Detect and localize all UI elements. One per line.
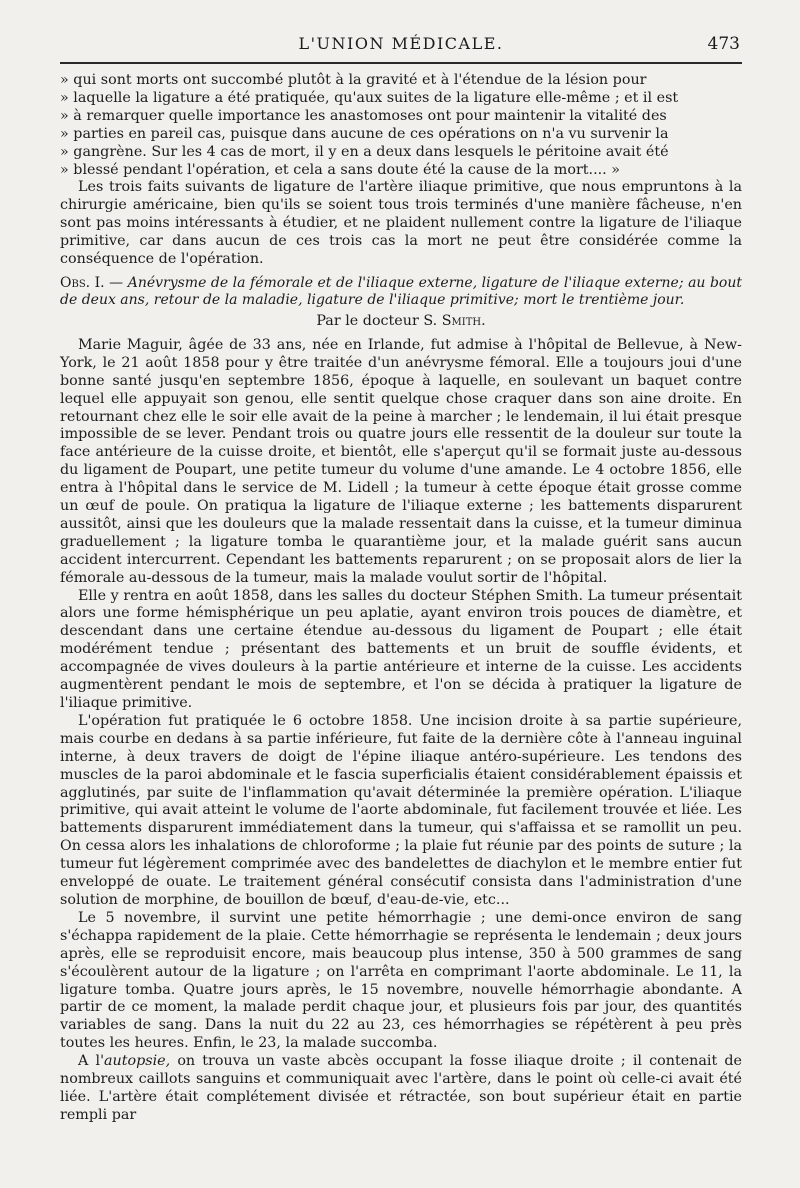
last-paragraph: [60, 1053, 742, 1125]
last-paragraph-rest: on trouva un vaste abcès occupant la fosse iliaque droite ; il contenait de nombreux caillots sanguins et communiquait avec l'artère, dans le point où celle-ci avait été liée. L'artère était complétement divisée et rétractée, son bout supérieur était en partie rempli par: [60, 1053, 742, 1123]
page-number: 473: [707, 34, 740, 54]
paragraph: Le 5 novembre, il survint une petite hémorrhagie ; une demi-once environ de sang s'échappa rapidement de la plaie. Cette hémorrhagie se représenta le lendemain ; deux jours après, elle se reproduisit encore, mais beaucoup plus intense, 350 à 500 grammes de sang s'écoulèrent autour de la ligature ; on l'arrêta en comprimant l'aorte abdominale. Le 11, la ligature tomba. Quatre jours après, le 15 novembre, nouvelle hémorrhagie abondante. A partir de ce moment, la malade perdit chaque jour, et plusieurs fois par jour, des quantités variables de sang. Dans la nuit du 22 au 23, ces hémorrhagies se répétèrent à peu près toutes les heures. Enfin, le 23, la malade succomba.: [60, 909, 742, 1052]
intro-paragraph: Les trois faits suivants de ligature de l'artère iliaque primitive, que nous empruntons à la chirurgie américaine, bien qu'ils se soient tous trois terminés d'une manière fâcheuse, n'en sont pas moins intéressants à étudier, et ne plaident nullement contre la ligature de l'iliaque primitive, car dans aucun de ces trois cas la mort ne peut être considérée comme la conséquence de l'opération.: [60, 179, 742, 268]
observation-title-text: Anévrysme de la fémorale et de l'iliaque externe, ligature de l'iliaque externe; au bout de deux ans, retour de la maladie, ligature de l'iliaque primitive; mort le trentième jour.: [60, 274, 743, 308]
quote-line: » blessé pendant l'opération, et cela a sans doute été la cause de la mort.... »: [60, 161, 620, 178]
last-paragraph-lead: A l': [78, 1053, 104, 1070]
page-header: [60, 28, 742, 64]
quote-line: » parties en pareil cas, puisque dans aucune de ces opérations on n'a vu survenir la: [60, 125, 669, 142]
observation-title: [60, 275, 742, 309]
byline-name: Smith.: [441, 312, 486, 329]
quote-line: » qui sont morts ont succombé plutôt à la gravité et à l'étendue de la lésion pour: [60, 72, 647, 88]
paragraph: Elle y rentra en août 1858, dans les salles du docteur Stéphen Smith. La tumeur présentait alors une forme hémisphérique un peu aplatie, ayant environ trois pouces de diamètre, et descendant dans une certaine étendue au-dessous du ligament de Poupart ; elle était modérément tendue ; présentant des battements et un bruit de souffle évidents, et accompagnée de vives douleurs à la partie antérieure et interne de la cuisse. Les accidents augmentèrent pendant le mois de septembre, et l'on se décida à pratiquer la ligature de l'iliaque primitive.: [60, 587, 742, 711]
byline: [60, 313, 742, 331]
quote-line: » laquelle la ligature a été pratiquée, qu'aux suites de la ligature elle-même ; et il est: [60, 89, 679, 106]
quote-line: » gangrène. Sur les 4 cas de mort, il y en a deux dans lesquels le péritoine avait été: [60, 143, 669, 160]
body-text: [60, 72, 742, 1125]
paragraph: L'opération fut pratiquée le 6 octobre 1858. Une incision droite à sa partie supérieure, mais courbe en dedans à sa partie inférieure, fut faite de la dernière côte à l'anneau inguinal interne, à deux travers de doigt de l'épine iliaque antéro-supérieure. Les tendons des muscles de la paroi abdominale et le fascia superficialis étaient considérablement épaissis et agglutinés, par suite de l'inflammation qu'avait déterminée la première opération. L'iliaque primitive, qui avait atteint le volume de l'aorte abdominale, fut facilement trouvée et liée. Les battements disparurent immédiatement dans la tumeur, qui s'affaissa et se ramollit un peu. On cessa alors les inhalations de chloroforme ; la plaie fut réunie par des points de suture ; la tumeur fut légèrement comprimée avec des bandelettes de diachylon et le membre entier fut enveloppé de ouate. Le traitement général consécutif consista dans l'administration d'une solution de morphine, de bouillon de bœuf, d'eau-de-vie, etc...: [60, 712, 742, 908]
running-head: L'UNION MÉDICALE.: [298, 34, 504, 53]
last-paragraph-italic: autopsie,: [104, 1053, 171, 1070]
quote-line: » à remarquer quelle importance les anastomoses ont pour maintenir la vitalité des: [60, 107, 667, 124]
paragraph: Marie Maguir, âgée de 33 ans, née en Irlande, fut admise à l'hôpital de Bellevue, à New-York, le 21 août 1858 pour y être traitée d'un anévrysme fémoral. Elle a toujours joui d'une bonne santé jusqu'en septembre 1856, époque à laquelle, en soulevant un baquet contre lequel elle appuyait son genou, elle sentit quelque chose craquer dans son aine droite. En retournant chez elle le soir elle avait de la peine à marcher ; le lendemain, il lui était presque impossible de se lever. Pendant trois ou quatre jours elle ressentit de la douleur sur toute la face antérieure de la cuisse droite, et bientôt, elle s'aperçut qu'il se formait juste au-dessous du ligament de Poupart, une petite tumeur du volume d'une amande. Le 4 octobre 1856, elle entra à l'hôpital dans le service de M. Lidell ; la tumeur à cette époque était grosse comme un œuf de poule. On pratiqua la ligature de l'iliaque externe ; les battements disparurent aussitôt, ainsi que les douleurs que la malade ressentait dans la cuisse, et la tumeur diminua graduellement ; la ligature tomba le quarantième jour, et la malade guérit sans aucun accident intercurrent. Cependant les battements reparurent ; on se proposait alors de lier la fémorale au-dessous de la tumeur, mais la malade voulut sortir de l'hôpital.: [60, 336, 742, 586]
observation-label: Obs. I. —: [60, 274, 124, 291]
byline-prefix: Par le docteur S.: [316, 312, 438, 329]
